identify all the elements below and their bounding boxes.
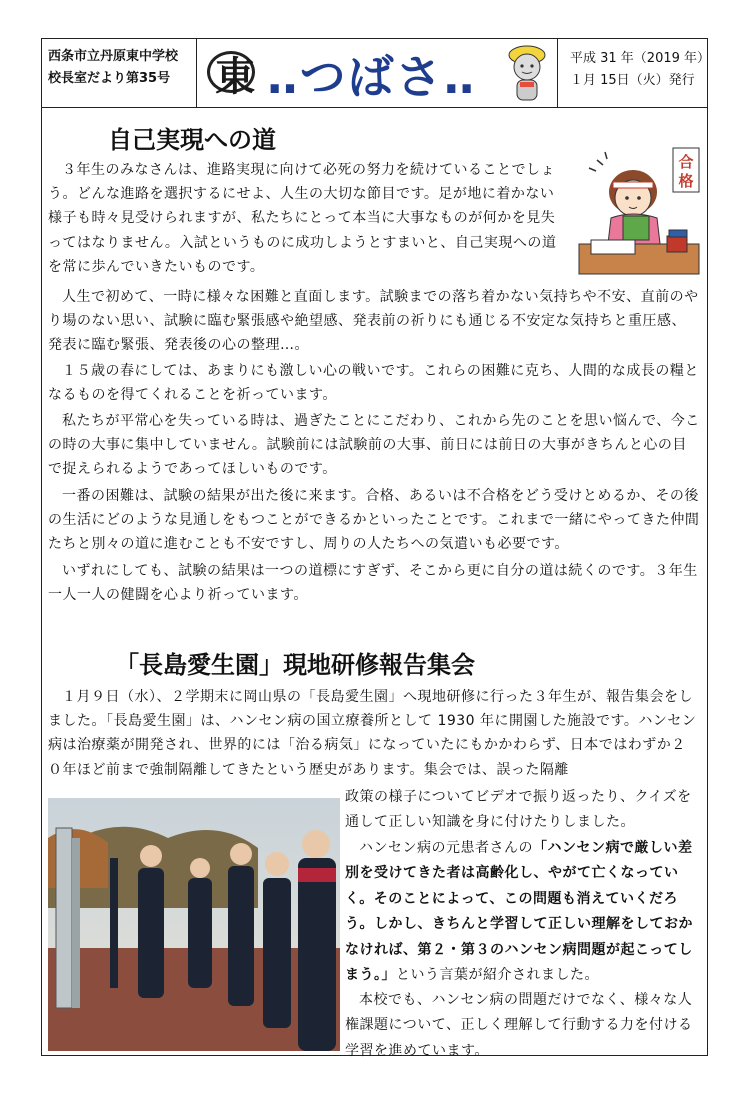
article1-paragraph-6: いずれにしても、試験の結果は一つの道標にすぎず、そこから更に自分の道は続くのです。３年生一人一人の健闘を心より祈っています。 — [48, 563, 698, 604]
newsletter-header — [41, 38, 711, 108]
article1-title: 自己実現への道 — [108, 126, 276, 154]
school-name: 西条市立丹原東中学校 — [48, 49, 179, 64]
quote-bold: 「ハンセン病で厳しい差別を受けてきた者は高齢化し、やがて亡くなっていく。そのことによって、この問題も消えていくだろう。しかし、きちんと学習して正しい理解をしておかなければ、第２・第３のハンセン病問題が起こってしまう。」 — [345, 840, 693, 984]
article1-paragraph-4: 私たちが平常心を失っている時は、過ぎたことにこだわり、これから先のことを思い悩んで、今この時の大事に集中していません。試験前には試験前の大事、前日には前日の大事がきちんと心の目で捉えられるようであってほしいものです。 — [48, 413, 700, 478]
article1-paragraph-1: ３年生のみなさんは、進路実現に向けて必死の努力を続けていることでしょう。どんな進路を選択するにせよ、人生の大切な節目です。足が地に着かない様子も時々見受けられますが、私たちにとって本当に大事なものが何かを見失ってはなりません。入試というものに成功しようとすまいと、自己実現への道を常に歩んでいきたいものです。 — [48, 162, 557, 275]
badge-top-char: 合 — [678, 153, 694, 171]
study-visit-photo — [48, 798, 340, 1051]
quote-tail: という言葉が紹介されました。 — [396, 967, 599, 984]
article1-paragraph-5: 一番の困難は、試験の結果が出た後に来ます。合格、あるいは不合格をどう受けとめるか、その後の生活にどのような見通しをもつことができるかといったことです。これまで一緒にやってきた仲間たちと別々の道に進むことも不安ですし、周りの人たちへの気遣いも必要です。 — [48, 488, 700, 553]
badge-bottom-char: 格 — [678, 172, 694, 190]
header-date-block — [557, 39, 711, 107]
newsletter-logo — [197, 39, 557, 107]
date-year: 平成 31 年（2019 年） — [570, 51, 711, 66]
logo-title: ‥つばさ‥ — [267, 50, 477, 104]
header-school-block — [42, 39, 197, 107]
date-issued: １月 15日（火）発行 — [570, 73, 695, 88]
article2-quote-paragraph — [345, 836, 701, 988]
quote-lead: ハンセン病の元患者さんの — [359, 840, 533, 856]
studying-student-illustration — [575, 140, 705, 282]
article1-paragraph-2: 人生で初めて、一時に様々な困難と直面します。試験までの落ち着かない気持ちや不安、直前のやり場のない思い、試験に臨む緊張感や絶望感、発表前の祈りにも通じる不安定な気持ちと重圧感、発表に臨む緊張、発表後の心の整理…。 — [48, 289, 699, 354]
article2-title: 「長島愛生園」現地研修報告集会 — [115, 651, 475, 679]
article2-intro: １月９日（水）、２学期末に岡山県の「長島愛生園」へ現地研修に行った３年生が、報告集会をしました。「長島愛生園」は、ハンセン病の国立療養所として 1930 年に開園した施設です。ハンセン病は治療薬が開発され、世界的には「治る病気」になっていたにもかかわらず、日本ではわずか２０年ほど前まで強制隔離してきたという歴史があります。集会では、誤った隔離 — [48, 689, 697, 778]
article2-closing: 本校でも、ハンセン病の問題だけでなく、様々な人権課題について、正しく理解して行動する力を付ける学習を進めています。 — [345, 992, 693, 1059]
logo-kanji: 東 — [215, 53, 255, 100]
article2-continued: 政策の様子についてビデオで振り返ったり、クイズを通して正しい知識を身に付けたりしました。 — [345, 789, 692, 831]
mascot-icon — [497, 41, 557, 105]
article1-paragraph-3: １５歳の春にしては、あまりにも激しい心の戦いです。これらの困難に克ち、人間的な成長の糧となるものを得てくれることを祈っています。 — [48, 363, 699, 404]
issue-label: 校長室だより第35号 — [48, 71, 171, 86]
